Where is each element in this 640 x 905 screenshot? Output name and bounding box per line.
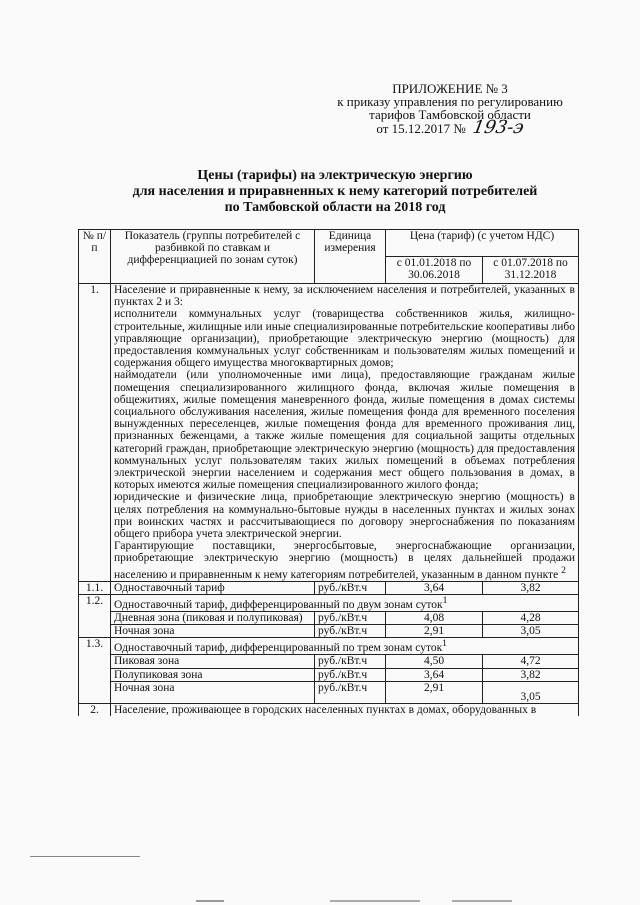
zone-unit: руб./кВт.ч: [315, 611, 386, 624]
row-label-text: Одноставочный тариф, дифференцированный по трем зонам суток: [114, 642, 443, 655]
zone-label: Полупиковая зона: [111, 668, 315, 681]
order-date: от 15.12.2017 №: [376, 121, 466, 136]
table-row-2: [79, 703, 579, 716]
title-line-3: по Тамбовской области на 2018 год: [224, 200, 446, 215]
tariff-table: [78, 229, 579, 716]
scan-artifact: [330, 900, 420, 902]
zone-unit: руб./кВт.ч: [315, 668, 386, 681]
row-num: 1.2.: [79, 594, 111, 637]
row-1-num: 1.: [79, 284, 111, 582]
row-label: [111, 638, 579, 655]
zone-value-2: 3,82: [483, 668, 579, 681]
zone-unit: руб./кВт.ч: [315, 625, 386, 638]
header-unit: Единица измерения: [315, 230, 386, 284]
authority-name: тарифов Тамбовской области: [369, 107, 531, 122]
zone-unit: руб./кВт.ч: [315, 681, 386, 703]
table-row-1: [79, 284, 579, 582]
row-label: Одноставочный тариф: [111, 581, 315, 594]
handwritten-order-number: 193-э: [471, 117, 526, 138]
document-title: [100, 168, 570, 216]
row-1-para-3: наймодатели (или уполномоченные ими лица), предоставляющие гражданам жилые помещения специализированного жилищного фонда, включая жилые помещения в общежитиях, жилые помещения маневренного фонда, жилые помещения в домах системы социального обслуживания населения, жилые помещения фонда для временного поселения вынужденных переселенцев, жилые помещения фонда для временного проживания лиц, признанных беженцами, а также жилые помещения для социальной защиты отдельных категорий граждан, приобретающие электрическую энергию (мощность) для предоставления коммунальных услуг пользователям таких жилых помещений в объемах потребления электрической энергии населением и содержания мест общего пользования в домах, в которых имеются жилые помещения специализированного жилого фонда;: [114, 369, 575, 492]
zone-row: [79, 611, 579, 624]
footnote-separator: [30, 856, 140, 857]
zone-row: [79, 681, 579, 703]
zone-value-2: 4,28: [483, 611, 579, 624]
title-line-1: Цены (тарифы) на электрическую энергию: [197, 168, 473, 183]
zone-label: Дневная зона (пиковая и полупиковая): [111, 611, 315, 624]
row-2-description: Население, проживающее в городских населенных пунктах в домах, оборудованных в: [111, 703, 579, 716]
header-period-1: с 01.01.2018 по 30.06.2018: [386, 257, 483, 284]
zone-row: [79, 655, 579, 668]
zone-value-2: 4,72: [483, 655, 579, 668]
order-date-number: [300, 117, 600, 138]
zone-value-1: 4,50: [386, 655, 483, 668]
zone-label: Пиковая зона: [111, 655, 315, 668]
zone-value-2: 3,05: [483, 681, 579, 703]
row-1-para-2: исполнители коммунальных услуг (товарищества собственников жилья, жилищно-строительные, жилищные или иные специализированные потребительские кооперативы либо управляющие организации), приобретающие электрическую энергию (мощность) для предоставления коммунальных услуг собственникам и пользователям жилых помещений и содержания общего имущества многоквартирных домов;: [114, 308, 575, 370]
zone-row: [79, 625, 579, 638]
header-period-2: с 01.07.2018 по 31.12.2018: [483, 257, 579, 284]
zone-unit: руб./кВт.ч: [315, 655, 386, 668]
row-num: 1.1.: [79, 581, 111, 594]
row-1-para-5: [114, 540, 575, 580]
scan-artifact: [452, 900, 512, 902]
order-reference: к приказу управления по регулированию: [337, 94, 563, 109]
row-1-para-4: юридические и физические лица, приобретающие электрическую энергию (мощность) в целях потребления на коммунально-бытовые нужды в населенных пунктах и жилых зонах при воинских частях и рассчитывающиеся по договору энергоснабжения по показаниям общего прибора учета электрической энергии.: [114, 491, 575, 541]
row-unit: руб./кВт.ч: [315, 581, 386, 594]
row-num: 1.3.: [79, 638, 111, 703]
title-line-2: для населения и приравненных к нему категорий потребителей: [132, 184, 538, 199]
row-1-description: [111, 284, 579, 582]
zone-value-1: 2,91: [386, 681, 483, 703]
footnote-ref: 1: [442, 594, 448, 606]
row-label-text: Одноставочный тариф, дифференцированный по двум зонам суток: [114, 598, 443, 611]
row-num: 2.: [79, 703, 111, 716]
table-row-1-2: [79, 594, 579, 611]
zone-value-1: 2,91: [386, 625, 483, 638]
header-price: Цена (тариф) (с учетом НДС): [386, 230, 579, 257]
row-label: [111, 594, 579, 611]
zone-row: [79, 668, 579, 681]
scan-artifact: [196, 900, 224, 902]
zone-value-1: 3,64: [386, 668, 483, 681]
row-1-para-5-text: Гарантирующие поставщики, энергосбытовые, энергоснабжающие организации, приобретающие электрическую энергию (мощность) в целях дальнейшей продажи населению и приравненным к нему категориям потребителей, указанным в данном пункте: [114, 540, 575, 581]
table-row-1-1: [79, 581, 579, 594]
header-indicator: Показатель (группы потребителей с разбивкой по ставкам и дифференциацией по зонам суток): [111, 230, 315, 284]
row-value-1: 3,64: [386, 581, 483, 594]
header-num: № п/п: [79, 230, 111, 284]
footnote-ref: 2: [561, 564, 566, 576]
row-1-para-1: Население и приравненные к нему, за исключением населения и потребителей, указанных в пунктах 2 и 3:: [114, 284, 575, 309]
zone-label: Ночная зона: [111, 681, 315, 703]
appendix-header: [300, 81, 600, 138]
zone-value-2: 3,05: [483, 625, 579, 638]
row-value-2: 3,82: [483, 581, 579, 594]
footnote-ref: 1: [442, 638, 447, 650]
zone-label: Ночная зона: [111, 625, 315, 638]
table-row-1-3: [79, 638, 579, 655]
appendix-title: ПРИЛОЖЕНИЕ № 3: [392, 81, 508, 96]
zone-value-1: 4,08: [386, 611, 483, 624]
